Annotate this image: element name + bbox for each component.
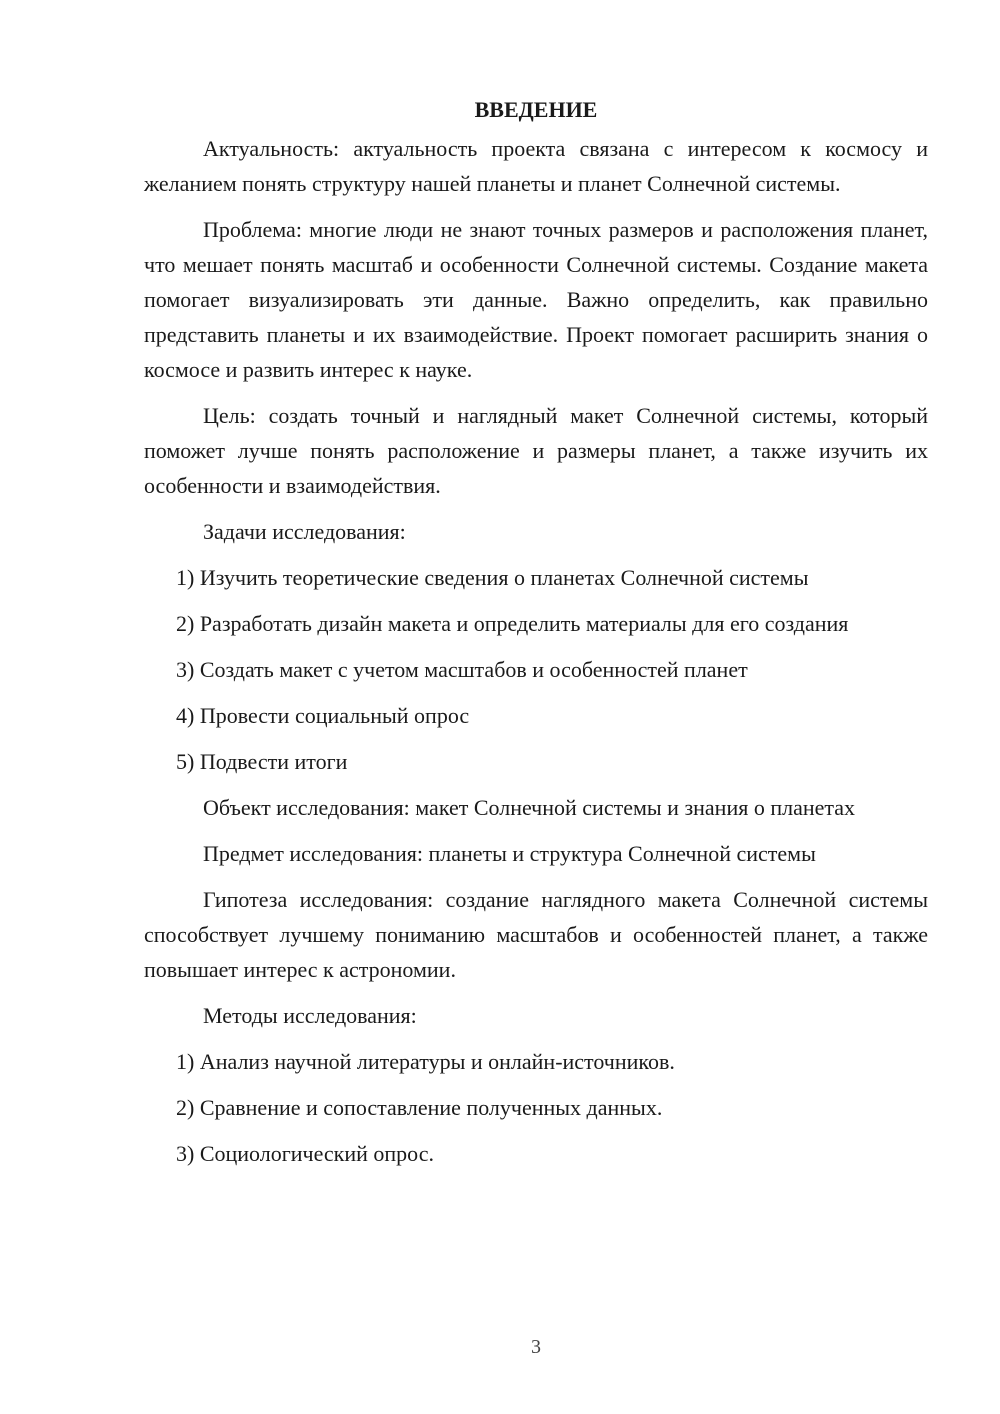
page-content [144, 92, 928, 1182]
object-paragraph: Объект исследования: макет Солнечной системы и знания о планетах [203, 795, 856, 820]
goal-paragraph: Цель: создать точный и наглядный макет Солнечной системы, который поможет лучше понять расположение и размеры планет, а также изучить их особенности и взаимодействия. [144, 403, 928, 498]
section-heading: ВВЕДЕНИЕ [474, 97, 598, 122]
problem-paragraph: Проблема: многие люди не знают точных размеров и расположения планет, что мешает понять масштаб и особенности Солнечной системы. Создание макета помогает визуализировать эти данные. Важно определить, как правильно представить планеты и их взаимодействие. Проект помогает расширить знания о космосе и развить интерес к науке. [144, 217, 928, 382]
method-item-1: 1) Анализ научной литературы и онлайн-источников. [176, 1049, 675, 1074]
subject-paragraph: Предмет исследования: планеты и структура Солнечной системы [203, 841, 816, 866]
task-item-2: 2) Разработать дизайн макета и определить материалы для его создания [176, 611, 849, 636]
task-item-4: 4) Провести социальный опрос [176, 703, 470, 728]
tasks-title: Задачи исследования: [203, 519, 406, 544]
method-item-2: 2) Сравнение и сопоставление полученных данных. [176, 1095, 663, 1120]
method-item-3: 3) Социологический опрос. [176, 1141, 434, 1166]
task-item-5: 5) Подвести итоги [176, 749, 348, 774]
task-item-1: 1) Изучить теоретические сведения о планетах Солнечной системы [176, 565, 809, 590]
hypothesis-paragraph: Гипотеза исследования: создание наглядного макета Солнечной системы способствует лучшему пониманию масштабов и особенностей планет, а также повышает интерес к астрономии. [144, 887, 928, 982]
task-item-3: 3) Создать макет с учетом масштабов и особенностей планет [176, 657, 748, 682]
page-number: 3 [531, 1336, 541, 1358]
methods-title: Методы исследования: [203, 1003, 417, 1028]
relevance-paragraph: Актуальность: актуальность проекта связана с интересом к космосу и желанием понять структуру нашей планеты и планет Солнечной системы. [144, 136, 928, 196]
